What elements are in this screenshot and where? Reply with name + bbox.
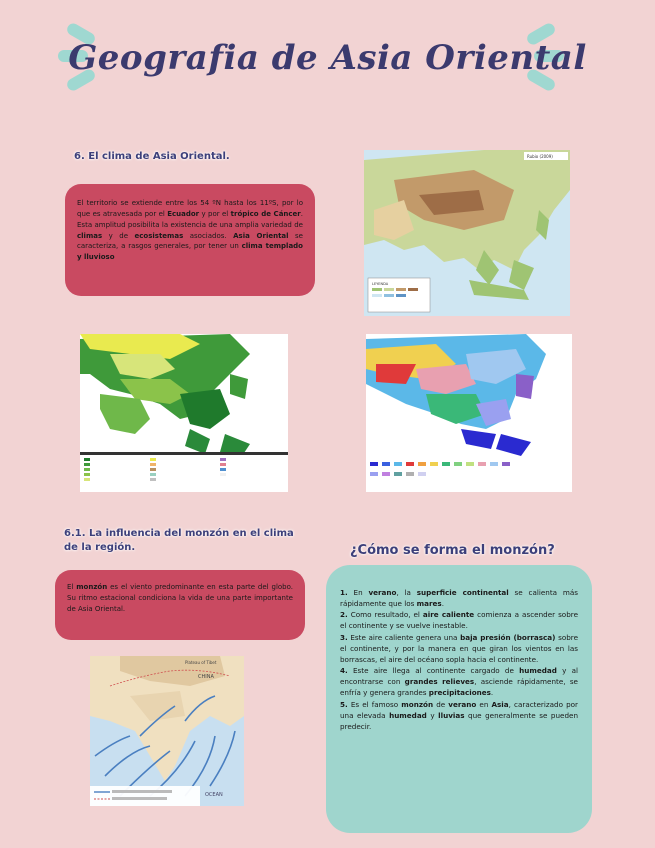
text-run: Este aire llega al continente cargado de (347, 666, 520, 676)
text-run: es el viento predominante en esta parte del globo. Su ritmo estacional condiciona la vida de una parte importante de Asia Oriental. (67, 583, 294, 613)
section-heading-monsoon-formation: ¿Cómo se forma el monzón? (350, 543, 555, 558)
section-heading-monsoon: 6.1. La influencia del monzón en el clima de la región. (64, 528, 294, 553)
bold-text: baja presión (borrasca) (460, 632, 556, 642)
text-run: , la (396, 588, 417, 597)
climate-text-box (65, 184, 315, 296)
step-item (340, 699, 578, 732)
text-run: . Esta amplitud posibilita la existencia de una amplia variedad de (77, 209, 303, 229)
bold-text: 2. (340, 610, 348, 620)
text-run: y al encontrarse con (340, 666, 578, 687)
step-item (340, 632, 578, 665)
bold-text: superficie continental (416, 588, 509, 597)
bold-text: Ecuador (167, 209, 200, 218)
bold-text: humedad (519, 666, 557, 676)
monsoon-map-ocean-label: OCEAN (205, 792, 223, 798)
text-run: que generalmente se pueden predecir. (340, 710, 578, 731)
bold-text: lluvias (438, 710, 465, 720)
bold-text: 1. (340, 588, 348, 597)
bold-text: climas (77, 231, 103, 240)
bold-text: clima templado y lluvioso (77, 242, 303, 262)
text-run: se calienta más rápidamente que los (340, 588, 578, 609)
bold-text: 5. (340, 699, 348, 709)
climate-map-image (366, 334, 572, 492)
monsoon-map-image (90, 656, 244, 806)
text-run: y de (102, 231, 135, 240)
step-item (340, 665, 578, 698)
bold-text: monzón (76, 583, 108, 591)
bold-text: Asia Oriental (233, 231, 289, 240)
bold-text: mares (416, 599, 442, 609)
page-title: Geografia de Asia Oriental (68, 38, 587, 78)
text-run: en (476, 699, 492, 709)
monsoon-formation-box (326, 565, 592, 833)
bold-text: precipitaciones (428, 688, 491, 698)
bold-text: ecosistemas (134, 231, 184, 240)
text-run: sobre el continente, y por la manera en que giran los vientos en las borrascas, el aire del océano sopla hacia el continente. (340, 632, 578, 664)
bold-text: 3. (340, 632, 348, 642)
monsoon-steps (340, 587, 578, 732)
bold-text: humedad (389, 710, 427, 720)
bold-text: aire caliente (422, 610, 475, 620)
text-run: , caracterizado por una elevada (340, 699, 579, 720)
bold-text: verano (448, 699, 477, 709)
monsoon-map-tibet-label: Plateau of Tibet (185, 660, 217, 665)
step-item (340, 609, 578, 631)
text-run: Es el famoso (347, 699, 402, 709)
text-run: Este aire caliente genera una (347, 632, 461, 642)
text-run: , asciende rápidamente, se enfría y genera grandes (340, 677, 578, 698)
text-run: . (441, 599, 444, 609)
text-run: El (67, 583, 77, 591)
section-heading-climate: 6. El clima de Asia Oriental. (74, 151, 230, 162)
bold-text: verano (368, 588, 397, 597)
bold-text: trópico de Cáncer (230, 209, 301, 218)
text-run: Como resultado, el (347, 610, 423, 620)
bold-text: grandes relieves (404, 677, 475, 687)
vegetation-map-image (80, 334, 288, 492)
text-run: El territorio se extiende entre los 54 ºN hasta los 11ºS, por lo que es atravesada por el (77, 199, 303, 218)
monsoon-text-box (55, 570, 305, 640)
physical-map-credit: Rubio (2009) (527, 154, 553, 159)
physical-map-image (364, 150, 570, 316)
text-run: . (490, 688, 494, 698)
text-run: comienza a ascender sobre el continente y se vuelve inestable. (340, 610, 578, 631)
bold-text: Asia (491, 699, 509, 709)
text-run: y (426, 710, 439, 720)
text-run: se caracteriza, a rasgos generales, por tener un (77, 231, 303, 251)
bold-text: monzón (401, 699, 434, 709)
text-run: de (433, 699, 449, 709)
physical-map-legend: LEYENDA (372, 282, 389, 286)
text-run: y por el (199, 209, 231, 218)
text-run: En (347, 588, 369, 597)
step-item (340, 587, 578, 609)
bold-text: 4. (340, 666, 348, 676)
monsoon-map-china-label: CHINA (198, 674, 214, 680)
monsoon-text (67, 583, 293, 613)
text-run: asociados. (183, 231, 234, 240)
climate-text (77, 199, 303, 261)
